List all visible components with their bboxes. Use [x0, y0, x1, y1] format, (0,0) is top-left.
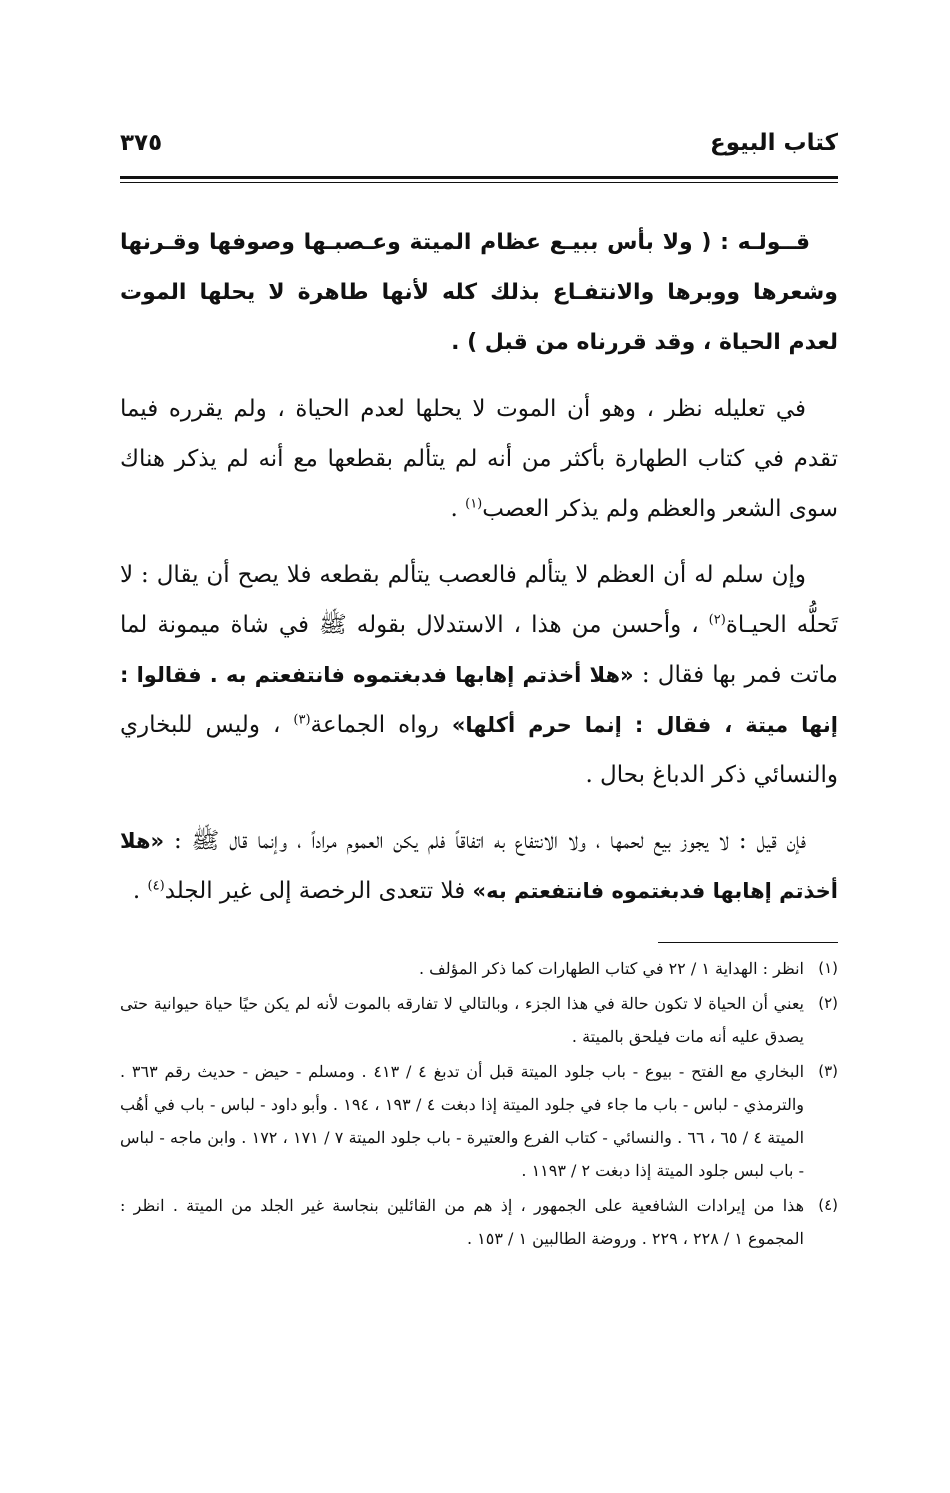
- footnotes: [120, 952, 838, 1257]
- paragraph-2: [120, 384, 838, 534]
- footnote: [120, 1055, 838, 1187]
- footnote-number: (٤): [818, 1196, 838, 1214]
- paragraph-3-text-d: ، وليس للبخاري والنسائي ذكر الدباغ بحال .: [120, 712, 838, 788]
- paragraph-4-end: .: [132, 878, 148, 904]
- paragraph-4-text-b: فلا تتعدى الرخصة إلى غير الجلد: [164, 878, 473, 904]
- footnote: [120, 1189, 838, 1255]
- running-header: [120, 128, 838, 172]
- hadith-quote: «هلا أخذتم إهابها فدبغتموه فانتفعتم به . فقالوا : إنها ميتة ، فقال : إنما حرم أكلها»: [120, 663, 839, 737]
- main-text: [120, 218, 838, 932]
- header-rule-thick: [120, 176, 838, 179]
- paragraph-2-end: .: [450, 496, 466, 522]
- paragraph-4-text-a: فإن قيل : لا يجوز بيع لحمها ، ولا الانتفاع به اتفاقاً فلم يكن العموم مراداً ، وإنما قال ﷺ :: [164, 828, 806, 854]
- footnote-text: انظر : الهداية ١ / ٢٢ في كتاب الطهارات كما ذكر المؤلف .: [419, 959, 804, 978]
- footnote-ref-1: (١): [465, 496, 483, 512]
- footnote-text: البخاري مع الفتح - بيوع - باب جلود الميتة قبل أن تدبغ ٤ / ٤١٣ . ومسلم - حيض - حديث رقم ٣٦٣ . والترمذي - لباس - باب ما جاء في جلود الميتة إذا دبغت ٤ / ١٩٣ ، ١٩٤ . وأبو داود - لباس - باب في أهُب الميتة ٤ / ٦٥ ، ٦٦ . والنسائي - كتاب الفرع والعتيرة - باب جلود الميتة ٧ / ١٧١ ، ١٧٢ . وابن ماجه - لباس - باب لبس جلود الميتة إذا دبغت ٢ / ١١٩٣ .: [120, 1062, 805, 1180]
- footnote-ref-2: (٢): [708, 612, 726, 628]
- paragraph-3: [120, 550, 838, 800]
- paragraph-3-text-a: وإن سلم له أن العظم لا يتألم فالعصب يتألم بقطعه فلا يصح أن يقال : لا تَحلُّه الحيـاة: [120, 562, 838, 638]
- footnote-number: (١): [818, 959, 838, 977]
- quoted-text-paragraph: قــولـه : ( ولا بأس ببيـع عظام الميتة وعـصبـها وصوفها وقـرنها وشعرها ووبرها والانتفـاع بذلك كله لأنها طاهرة لا يحلها الموت لعدم الحياة ، وقد قررناه من قبل ) .: [120, 230, 838, 355]
- paragraph-3-text-b: ، وأحسن من هذا ، الاستدلال بقوله ﷺ في شاة ميمونة لما ماتت فمر بها فقال :: [120, 612, 838, 688]
- chapter-title: كتاب البيوع: [710, 130, 838, 156]
- footnote-number: (٢): [818, 994, 838, 1012]
- footnote-text: يعني أن الحياة لا تكون حالة في هذا الجزء ، وبالتالي لا تفارقه بالموت لأنه لم يكن حيًا حياة حيوانية حتى يصدق عليه أنه مات فيلحق بالميتة .: [120, 994, 805, 1046]
- footnote-separator: [658, 942, 838, 943]
- header-rule-thin: [120, 182, 838, 183]
- footnote: [120, 952, 838, 985]
- footnote: [120, 987, 838, 1053]
- footnote-ref-3: (٣): [293, 712, 311, 728]
- footnote-ref-4: (٤): [147, 878, 165, 894]
- hadith-quote-2: «هلا أخذتم إهابها فدبغتموه فانتفعتم به»: [120, 829, 838, 903]
- footnote-number: (٣): [818, 1062, 838, 1080]
- paragraph-2-text: في تعليله نظر ، وهو أن الموت لا يحلها لعدم الحياة ، ولم يقرره فيما تقدم في كتاب الطهارة بأكثر من أنه لم يتألم بقطعها مع أنه لم يذكر هناك سوى الشعر والعظم ولم يذكر العصب: [120, 396, 838, 522]
- paragraph-4: [120, 816, 838, 916]
- footnote-text: هذا من إيرادات الشافعية على الجمهور ، إذ هم من القائلين بنجاسة غير الجلد من الميتة . انظر : المجموع ١ / ٢٢٨ ، ٢٢٩ . وروضة الطالبين ١ / ١٥٣ .: [120, 1196, 804, 1248]
- page-number: ٣٧٥: [120, 130, 163, 156]
- paragraph-3-text-c: رواه الجماعة: [310, 712, 452, 738]
